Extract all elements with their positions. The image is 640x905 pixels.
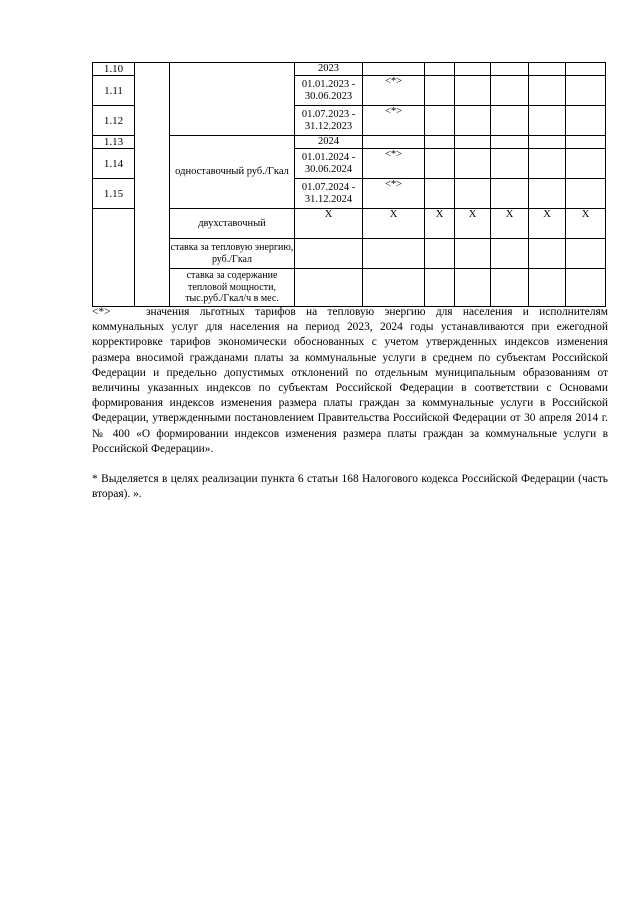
x-mark: X [455,209,491,239]
table-row [93,209,606,239]
footnote-mark: <*> [363,106,425,136]
table-row [93,63,606,76]
footnote-mark: <*> [363,76,425,106]
row-number: 1.11 [93,76,135,106]
two-rate-label: двухставочный [170,209,295,239]
footnote-block [92,305,608,502]
period-cell: 2024 [295,136,363,149]
period-cell: 01.07.2024 - 31.12.2024 [295,179,363,209]
second-footnote: * Выделяется в целях реализации пункта 6 статьи 168 Налогового кодекса Российской Федерации (часть вторая). ». [92,473,608,501]
table-row [93,239,606,269]
row-number: 1.13 [93,136,135,149]
table-row [93,269,606,307]
blank-number-cell [93,209,135,307]
period-cell: 01.07.2023 - 31.12.2023 [295,106,363,136]
capacity-rate-label: ставка за содержание тепловой мощности, тыс.руб./Гкал/ч в мес. [170,269,295,307]
row-number: 1.12 [93,106,135,136]
x-mark: X [529,209,566,239]
period-cell: 01.01.2024 - 30.06.2024 [295,149,363,179]
x-mark: X [363,209,425,239]
heat-rate-label: ставка за тепловую энергию, руб./Гкал [170,239,295,269]
row-number: 1.14 [93,149,135,179]
row-number: 1.15 [93,179,135,209]
x-mark: X [566,209,606,239]
table-row [93,136,606,149]
period-cell: 01.01.2023 - 30.06.2023 [295,76,363,106]
footnote-mark: <*> [363,179,425,209]
single-rate-label: одноставочный руб./Гкал [170,136,295,209]
footnote-mark: <*> [363,149,425,179]
period-cell: 2023 [295,63,363,76]
x-mark: X [425,209,455,239]
x-mark: X [295,209,363,239]
footnote-text: значения льготных тарифов на тепловую энергию для населения и исполнителям коммунальных услуг для населения на период 2023, 2024 годы устанавливаются при ежегодной корректировке тарифов экономически обоснованных с учетом утвержденных индексов изменения размера вносимой гражданами платы за коммунальные услуги в среднем по субъектам Российской Федерации и предельно допустимых отклонений по отдельным муниципальным образованиям от величины указанных индексов по субъектам Российской Федерации в соответствии с Основами формирования индексов изменения размера платы граждан за коммунальные услуги в Российской Федерации, утвержденными постановлением Правительства Российской Федерации от 30 апреля 2014 г. № 400 «О формировании индексов изменения размера платы граждан за коммунальные услуги в Российской Федерации». [92,306,608,455]
blank-column-cell [135,63,170,307]
blank-type-cell [170,63,295,136]
footnote-paragraph [92,305,608,457]
footnote-marker: <*> [92,306,111,318]
x-mark: X [491,209,529,239]
tariff-table [92,62,606,307]
row-number: 1.10 [93,63,135,76]
value-cell [363,63,425,76]
